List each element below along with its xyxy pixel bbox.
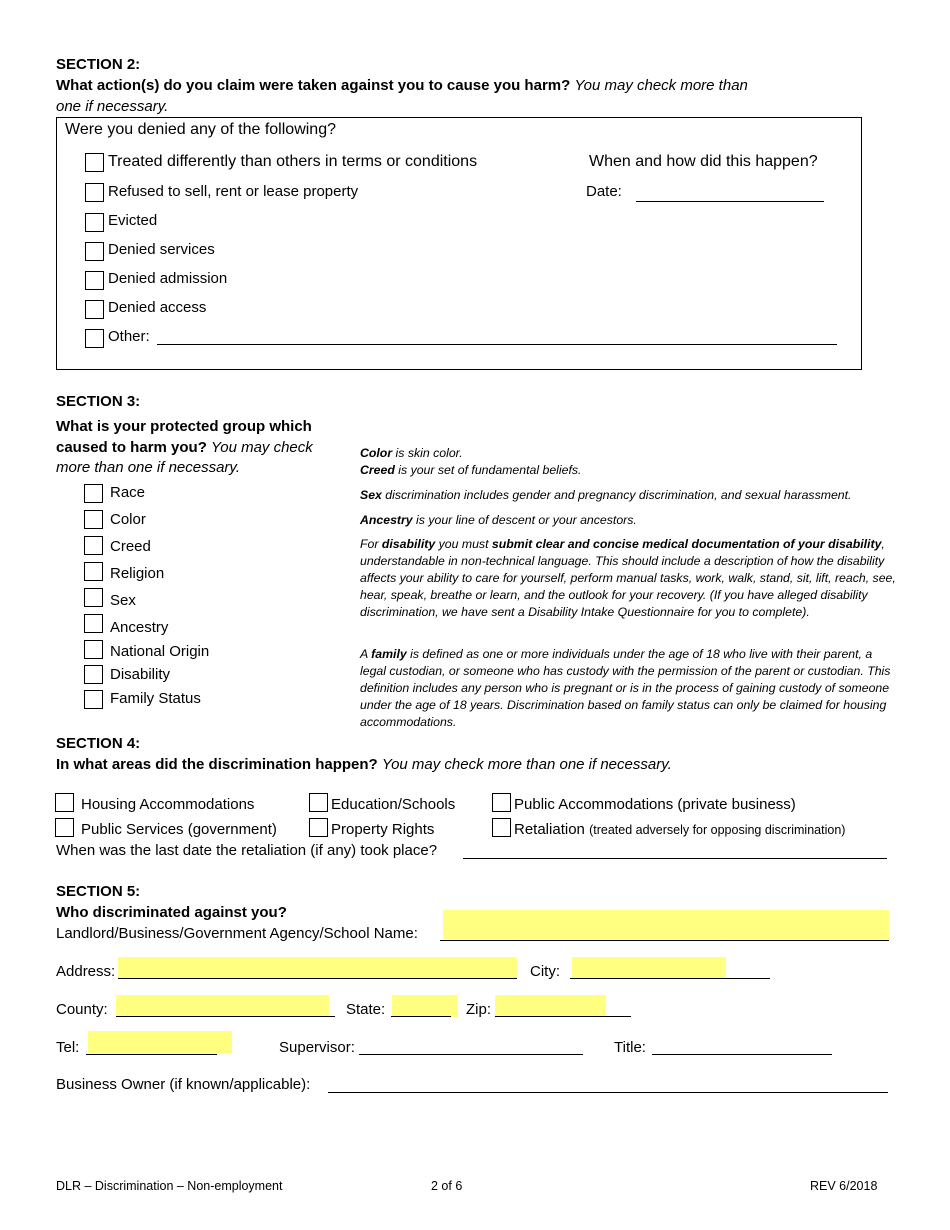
name-input[interactable] (440, 940, 889, 941)
section5-question: Who discriminated against you? (56, 904, 287, 921)
option-disability: Disability (110, 666, 171, 683)
term-color: Color (360, 446, 393, 460)
state-highlight (392, 995, 458, 1017)
city-input[interactable] (570, 978, 770, 979)
checkbox-retaliation[interactable] (492, 818, 511, 837)
zip-label: Zip: (466, 1001, 492, 1018)
checkbox-evicted[interactable] (85, 213, 104, 232)
checkbox-property-rights[interactable] (309, 818, 328, 837)
definition-ancestry (360, 512, 900, 529)
option-public-accommodations: Public Accommodations (private business) (514, 796, 796, 813)
option-family-status: Family Status (110, 690, 201, 707)
owner-input[interactable] (328, 1092, 888, 1093)
option-public-services: Public Services (government) (81, 821, 277, 838)
family-pre: A (360, 647, 372, 661)
option-housing: Housing Accommodations (81, 796, 255, 813)
checkbox-national-origin[interactable] (84, 640, 103, 659)
date-label: Date: (586, 183, 622, 200)
text-family: is defined as one or more individuals under the age of 18 who live with their parent, a legal custodian, or someone who has custody with the permission of the parent or custodian. This definition includes any person who is pregnant or is in the process of gaining custody of someone under the age of 18 years. Discrimination based on family status can only be claimed for housing accommodations. (360, 647, 891, 729)
state-label: State: (346, 1001, 386, 1018)
zip-highlight (495, 995, 606, 1017)
checkbox-other[interactable] (85, 329, 104, 348)
checkbox-race[interactable] (84, 484, 103, 503)
retaliation-date-line[interactable] (463, 858, 887, 859)
section4-heading: SECTION 4: (56, 735, 141, 752)
tel-label: Tel: (56, 1039, 80, 1056)
section4-question-bold: In what areas did the discrimination happen? (56, 756, 378, 773)
definition-sex (360, 487, 900, 504)
checkbox-treated-differently[interactable] (85, 153, 104, 172)
definition-family (360, 646, 900, 731)
checkbox-housing[interactable] (55, 793, 74, 812)
definition-color (360, 445, 900, 462)
section2-box-title: Were you denied any of the following? (65, 121, 336, 138)
option-color: Color (110, 511, 146, 528)
text-color: is skin color. (392, 446, 463, 460)
city-label: City: (530, 963, 560, 980)
footer-page-number: 2 of 6 (431, 1179, 463, 1193)
option-denied-services: Denied services (108, 241, 215, 258)
name-highlight (443, 910, 889, 939)
definition-disability (360, 536, 900, 621)
text-creed: is your set of fundamental beliefs. (394, 463, 582, 477)
term-disability: disability (381, 537, 436, 551)
option-religion: Religion (110, 565, 165, 582)
option-other-label: Other: (108, 328, 150, 345)
option-denied-access: Denied access (108, 299, 207, 316)
footer-left: DLR – Discrimination – Non-employment (56, 1179, 283, 1193)
checkbox-sex[interactable] (84, 588, 103, 607)
title-label: Title: (614, 1039, 646, 1056)
tel-highlight (88, 1031, 232, 1053)
county-highlight (116, 995, 329, 1017)
state-input[interactable] (391, 1016, 451, 1017)
city-highlight (572, 957, 726, 979)
section2-heading: SECTION 2: (56, 56, 141, 73)
checkbox-religion[interactable] (84, 562, 103, 581)
section2-question-italic: You may check more than (574, 77, 748, 94)
footer-right: REV 6/2018 (810, 1179, 878, 1193)
disability-mid: you must (435, 537, 492, 551)
county-label: County: (56, 1001, 108, 1018)
checkbox-denied-services[interactable] (85, 242, 104, 261)
retaliation-label: Retaliation (514, 821, 585, 838)
section3-question-line2 (56, 439, 313, 456)
text-sex: discrimination includes gender and pregnancy discrimination, and sexual harassment. (381, 488, 852, 502)
checkbox-education[interactable] (309, 793, 328, 812)
disability-pre: For (360, 537, 382, 551)
checkbox-color[interactable] (84, 510, 103, 529)
other-input-line[interactable] (157, 344, 837, 345)
checkbox-disability[interactable] (84, 665, 103, 684)
term-sex: Sex (360, 488, 382, 502)
text-disability: , understandable in non-technical language. This should include a description of how the disability affects your ability to care for yourself, perform manual tasks, work, walk, stand, sit, lift, reach, see, hear, speak, breathe or learn, and the outlook for your recovery. (If you have alleged disability discrimination, we have sent a Disability Intake Questionnaire for you to complete). (360, 537, 896, 619)
section3-question-italic: You may check (211, 439, 313, 456)
address-label: Address: (56, 963, 116, 980)
checkbox-public-accommodations[interactable] (492, 793, 511, 812)
option-ancestry: Ancestry (110, 619, 169, 636)
text-ancestry: is your line of descent or your ancestors. (412, 513, 637, 527)
option-race: Race (110, 484, 146, 501)
section5-heading: SECTION 5: (56, 883, 141, 900)
county-input[interactable] (116, 1016, 335, 1017)
address-highlight (118, 957, 517, 979)
option-refused-to-sell: Refused to sell, rent or lease property (108, 183, 359, 200)
section3-question-line1: What is your protected group which (56, 418, 312, 435)
section2-question (56, 77, 748, 94)
retaliation-note: (treated adversely for opposing discrimination) (589, 823, 846, 837)
option-evicted: Evicted (108, 212, 158, 229)
zip-input[interactable] (495, 1016, 631, 1017)
section3-question-line3: more than one if necessary. (56, 459, 240, 476)
option-creed: Creed (110, 538, 151, 555)
option-retaliation (514, 821, 845, 838)
option-education: Education/Schools (331, 796, 456, 813)
option-property-rights: Property Rights (331, 821, 435, 838)
checkbox-creed[interactable] (84, 536, 103, 555)
checkbox-denied-admission[interactable] (85, 271, 104, 290)
definition-creed (360, 462, 900, 479)
option-denied-admission: Denied admission (108, 270, 228, 287)
supervisor-label: Supervisor: (279, 1039, 355, 1056)
section4-question-italic: You may check more than one if necessary. (381, 756, 672, 773)
section2-question-bold: What action(s) do you claim were taken against you to cause you harm? (56, 77, 571, 94)
term-ancestry: Ancestry (360, 513, 413, 527)
disability-bold: submit clear and concise medical documentation of your disability (491, 537, 882, 551)
term-creed: Creed (360, 463, 395, 477)
option-sex: Sex (110, 592, 136, 609)
date-input-line[interactable] (636, 201, 824, 202)
checkbox-denied-access[interactable] (85, 300, 104, 319)
section2-question-italic-cont: one if necessary. (56, 98, 169, 115)
section4-question (56, 756, 672, 773)
checkbox-ancestry[interactable] (84, 614, 103, 633)
term-family: family (371, 647, 407, 661)
supervisor-input[interactable] (359, 1054, 583, 1055)
option-treated-differently: Treated differently than others in terms or conditions (108, 153, 478, 170)
checkbox-refused-to-sell[interactable] (85, 183, 104, 202)
tel-input[interactable] (86, 1054, 217, 1055)
option-national-origin: National Origin (110, 643, 210, 660)
address-input[interactable] (118, 978, 517, 979)
section3-heading: SECTION 3: (56, 393, 141, 410)
checkbox-public-services[interactable] (55, 818, 74, 837)
section3-question-bold: caused to harm you? (56, 439, 207, 456)
owner-label: Business Owner (if known/applicable): (56, 1076, 311, 1093)
retaliation-date-label: When was the last date the retaliation (if any) took place? (56, 842, 438, 859)
title-input[interactable] (652, 1054, 832, 1055)
checkbox-family-status[interactable] (84, 690, 103, 709)
when-how-label: When and how did this happen? (589, 153, 818, 170)
name-label: Landlord/Business/Government Agency/School Name: (56, 925, 418, 942)
